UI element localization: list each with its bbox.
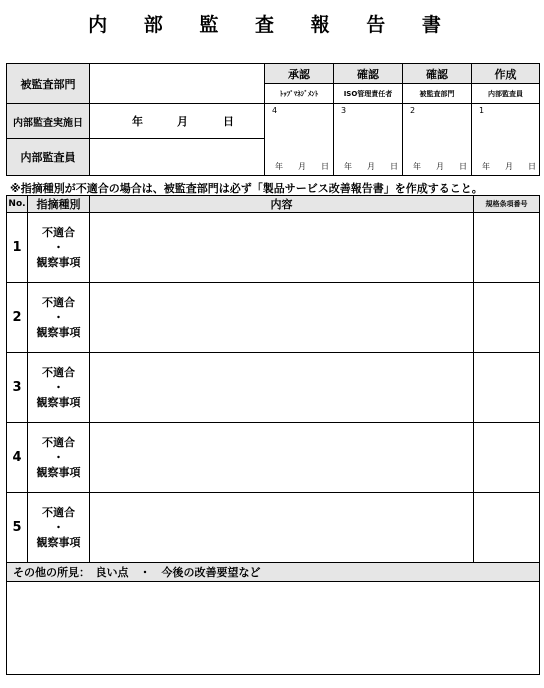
sig-day-1: 日 xyxy=(321,162,329,171)
type-observation: 観察事項 xyxy=(36,326,81,339)
auditor-label-cell xyxy=(6,138,90,176)
type-nonconformity: 不適合 xyxy=(42,506,75,519)
table-row-no xyxy=(6,282,28,353)
approval-title-text-3: 確認 xyxy=(426,67,448,81)
approval-title-text-2: 確認 xyxy=(357,67,379,81)
col-header-clause-text: 規格条項番号 xyxy=(485,200,528,208)
type-separator: ・ xyxy=(53,311,64,324)
col-header-content xyxy=(89,195,474,213)
col-header-type-text: 指摘種別 xyxy=(36,198,81,211)
sig-month-3: 月 xyxy=(436,162,444,171)
signature-order-4: 1 xyxy=(479,106,485,115)
row-number: 1 xyxy=(12,240,22,255)
date-month-label: 月 xyxy=(177,115,188,128)
type-separator: ・ xyxy=(53,451,64,464)
auditor-field[interactable] xyxy=(89,138,265,176)
type-observation: 観察事項 xyxy=(36,466,81,479)
clause-number-field[interactable] xyxy=(473,212,540,283)
approval-title-3 xyxy=(402,63,472,84)
approval-title-text-1: 承認 xyxy=(288,67,310,81)
approval-role-3 xyxy=(402,83,472,104)
approval-role-text-2: ISO管理責任者 xyxy=(343,89,393,98)
type-separator: ・ xyxy=(53,241,64,254)
approval-role-1 xyxy=(264,83,334,104)
approval-title-text-4: 作成 xyxy=(494,67,517,81)
signature-box-2[interactable] xyxy=(333,103,403,176)
sig-year-2: 年 xyxy=(344,162,352,171)
approval-title-1 xyxy=(264,63,334,84)
sig-month-1: 月 xyxy=(298,162,306,171)
col-header-no-text: No. xyxy=(8,199,26,209)
type-separator: ・ xyxy=(53,381,64,394)
finding-type-cell[interactable] xyxy=(27,422,90,493)
sig-year-3: 年 xyxy=(413,162,421,171)
sig-month-4: 月 xyxy=(505,162,513,171)
row-number: 2 xyxy=(12,310,22,325)
col-header-content-text: 内容 xyxy=(270,198,293,211)
approval-role-text-3: 被監査部門 xyxy=(419,89,455,98)
type-observation: 観察事項 xyxy=(36,396,81,409)
signature-box-3[interactable] xyxy=(402,103,472,176)
clause-number-field[interactable] xyxy=(473,422,540,493)
type-observation: 観察事項 xyxy=(36,536,81,549)
approval-role-text-1: ﾄｯﾌﾟﾏﾈｼﾞﾒﾝﾄ xyxy=(279,89,319,98)
approval-role-4 xyxy=(471,83,540,104)
col-header-type xyxy=(27,195,90,213)
signature-order-1: 4 xyxy=(272,106,278,115)
date-day-label: 日 xyxy=(223,115,234,128)
row-number: 4 xyxy=(12,450,22,465)
date-year-label: 年 xyxy=(132,115,143,128)
finding-content-field[interactable] xyxy=(89,422,474,493)
sig-year-4: 年 xyxy=(482,162,490,171)
approval-role-text-4: 内部監査員 xyxy=(488,89,523,98)
clause-number-field[interactable] xyxy=(473,352,540,423)
finding-type-cell[interactable] xyxy=(27,352,90,423)
sig-month-2: 月 xyxy=(367,162,375,171)
type-observation: 観察事項 xyxy=(36,256,81,269)
table-row-no xyxy=(6,492,28,563)
finding-type-cell[interactable] xyxy=(27,282,90,353)
finding-content-field[interactable] xyxy=(89,212,474,283)
audit-date-label: 内部監査実施日 xyxy=(13,117,83,129)
signature-box-4[interactable] xyxy=(471,103,540,176)
type-nonconformity: 不適合 xyxy=(42,366,75,379)
finding-type-cell[interactable] xyxy=(27,212,90,283)
auditor-label: 内部監査員 xyxy=(20,151,76,164)
other-findings-label-row xyxy=(6,562,540,582)
document-title: 内 部 監 査 報 告 書 xyxy=(88,14,456,36)
signature-order-2: 3 xyxy=(341,106,347,115)
approval-role-2 xyxy=(333,83,403,104)
approval-title-4 xyxy=(471,63,540,84)
col-header-clause xyxy=(473,195,540,213)
other-findings-field[interactable] xyxy=(6,581,540,675)
audited-dept-label: 被監査部門 xyxy=(20,77,76,91)
table-row-no xyxy=(6,422,28,493)
clause-number-field[interactable] xyxy=(473,492,540,563)
type-nonconformity: 不適合 xyxy=(42,296,75,309)
sig-day-3: 日 xyxy=(459,162,467,171)
corrective-action-notice: ※指摘種別が不適合の場合は、被監査部門は必ず「製品サービス改善報告書」を作成すること。 xyxy=(10,182,483,195)
signature-order-3: 2 xyxy=(410,106,416,115)
type-separator: ・ xyxy=(53,521,64,534)
type-nonconformity: 不適合 xyxy=(42,226,75,239)
finding-content-field[interactable] xyxy=(89,492,474,563)
table-row-no xyxy=(6,352,28,423)
audit-date-field[interactable] xyxy=(89,103,265,139)
row-number: 5 xyxy=(12,520,22,535)
audit-date-label-cell xyxy=(6,103,90,139)
sig-year-1: 年 xyxy=(275,162,283,171)
audited-dept-field[interactable] xyxy=(89,63,265,104)
table-row-no xyxy=(6,212,28,283)
type-nonconformity: 不適合 xyxy=(42,436,75,449)
audited-dept-label-cell xyxy=(6,63,90,104)
approval-title-2 xyxy=(333,63,403,84)
signature-box-1[interactable] xyxy=(264,103,334,176)
sig-day-4: 日 xyxy=(528,162,536,171)
finding-content-field[interactable] xyxy=(89,352,474,423)
finding-type-cell[interactable] xyxy=(27,492,90,563)
row-number: 3 xyxy=(12,380,22,395)
sig-day-2: 日 xyxy=(390,162,398,171)
other-findings-label: その他の所見： 良い点 ・ 今後の改善要望など xyxy=(13,566,261,579)
clause-number-field[interactable] xyxy=(473,282,540,353)
finding-content-field[interactable] xyxy=(89,282,474,353)
col-header-no xyxy=(6,195,28,213)
